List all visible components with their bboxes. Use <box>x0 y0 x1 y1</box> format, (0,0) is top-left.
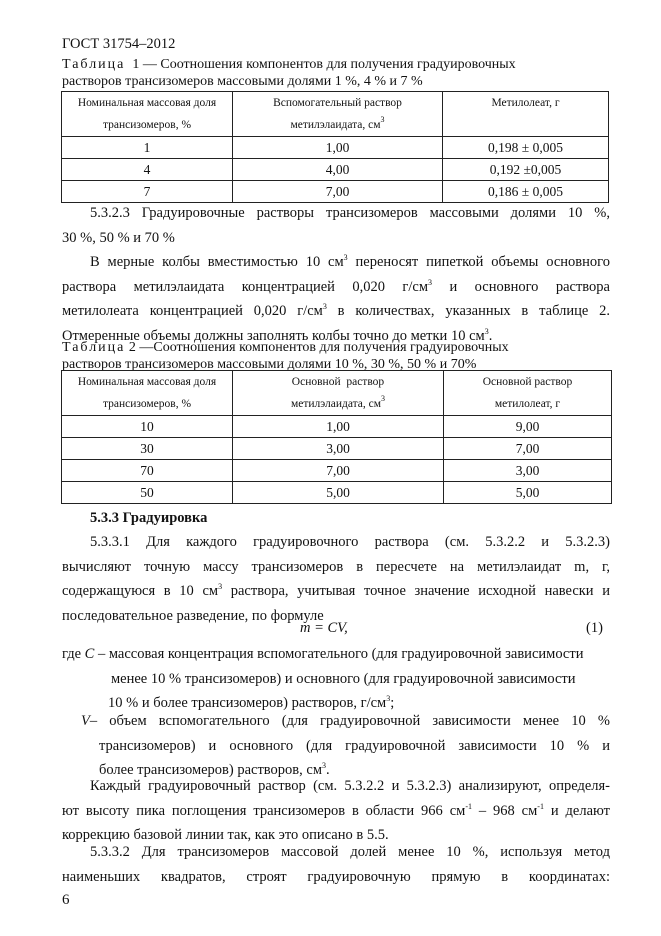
table-cell: 3,00 <box>233 438 444 460</box>
text-line: метилолеата концентрацией 0,020 $г/см^3$ в количествах, указанных в таблице 2. <box>62 302 610 319</box>
table-cell: 0,186 ± 0,005 <box>443 181 609 203</box>
table1-col-header: Вспомогательный раствор метилэлаидата, $см^3$ <box>233 92 443 137</box>
paragraph-5-3-3-1 <box>62 530 610 628</box>
table-row <box>62 159 609 181</box>
table-cell: 10 <box>62 416 233 438</box>
text-line: 10 % и более трансизомеров) растворов, $г/см^3$; <box>108 694 395 711</box>
table2-caption <box>62 339 622 373</box>
table2-col-header: Номинальная массовая доля трансизомеров, % <box>62 371 233 416</box>
table-cell: 9,00 <box>444 416 612 438</box>
table1-col-header: Метилолеат, г <box>443 92 609 137</box>
table-row <box>62 137 609 159</box>
paragraph-5-3-2-3 <box>62 201 610 250</box>
table-cell: 7,00 <box>444 438 612 460</box>
table-cell: 0,198 ± 0,005 <box>443 137 609 159</box>
table2 <box>61 370 612 504</box>
paragraph-5-3-3-2 <box>62 840 610 889</box>
where-c <box>62 642 622 716</box>
table-cell: 1,00 <box>233 137 443 159</box>
text-line: содержащуюся в 10 $см^3$ раствора, учитывая точное значение исходной навески и <box>62 582 610 599</box>
table-cell: 30 <box>62 438 233 460</box>
table1-header-row <box>62 92 609 137</box>
table-row <box>62 482 612 504</box>
where-v <box>81 709 610 783</box>
table2-caption-line1: —Соотношения компонентов для получения градуировочных <box>135 340 509 355</box>
text-line: трансизомеров) и основного (для градуировочной зависимости 10 % и <box>99 737 610 754</box>
text-line: раствора метилэлаидата концентрацией 0,020 $г/см^3$ и основного раствора <box>62 277 610 295</box>
text-line: 30 %, 50 % и 70 % <box>62 229 175 246</box>
page-number: 6 <box>62 892 70 908</box>
table-cell: 0,192 ±0,005 <box>443 159 609 181</box>
text-line: где C – массовая концентрация вспомогательного (для градуировочной зависимости <box>62 646 584 662</box>
table-cell: 4 <box>62 159 233 181</box>
table2-label: Таблица <box>62 340 126 355</box>
text-line: более трансизомеров) растворов, $см^3$. <box>99 761 330 778</box>
text-line: менее 10 % трансизомеров) и основного (для градуировочной зависимости <box>111 670 576 687</box>
table-cell: 1,00 <box>233 416 444 438</box>
table2-header-row <box>62 371 612 416</box>
table1-caption-line1: — Соотношения компонентов для получения градуировочных <box>139 57 516 72</box>
text-line: 5.3.2.3 Градуировочные растворы трансизомеров массовыми долями 10 %, <box>90 205 610 221</box>
table-row <box>62 438 612 460</box>
text-line: наименьших квадратов, строят градуировочную прямую в координатах: <box>62 868 610 885</box>
table-cell: 7,00 <box>233 181 443 203</box>
text-line: вычисляют точную массу трансизомеров в пересчете на метилэлаидат m, г, <box>62 558 610 575</box>
table2-caption-line2: растворов трансизомеров массовыми долями 10 %, 30 %, 50 % и 70% <box>62 357 477 372</box>
table-cell: 70 <box>62 460 233 482</box>
table2-col-header: Основной раствор метилэлаидата, $см^3$ <box>233 371 444 416</box>
section-title: 5.3.3 Градуировка <box>90 510 208 526</box>
table1-col-header: Номинальная массовая доля трансизомеров, % <box>62 92 233 137</box>
table-cell: 1 <box>62 137 233 159</box>
text-line: последовательное разведение, по формуле <box>62 607 324 624</box>
table1-caption-line2: растворов трансизомеров массовыми долями 1 %, 4 % и 7 % <box>62 74 423 89</box>
table1-caption <box>62 56 622 90</box>
text-line: Каждый градуировочный раствор (см. 5.3.2.2 и 5.3.2.3) анализируют, определя- <box>90 778 610 794</box>
table1 <box>61 91 609 203</box>
paragraph-analyze <box>62 774 610 848</box>
table1-label: Таблица <box>62 57 126 72</box>
table-cell: 7,00 <box>233 460 444 482</box>
document-code: ГОСТ 31754–2012 <box>62 36 176 52</box>
table-cell: 7 <box>62 181 233 203</box>
table-cell: 50 <box>62 482 233 504</box>
table-cell: 4,00 <box>233 159 443 181</box>
table-cell: 5,00 <box>233 482 444 504</box>
text-line: коррекцию базовой линии так, как это описано в 5.5. <box>62 827 389 843</box>
table-row <box>62 460 612 482</box>
table-cell: 3,00 <box>444 460 612 482</box>
paragraph-flasks <box>62 250 610 348</box>
table-cell: 5,00 <box>444 482 612 504</box>
text-line: V– объем вспомогательного (для градуировочной зависимости менее 10 % <box>81 713 610 729</box>
text-line: Отмеренные объемы должны заполнять колбы точно до метки 10 $см^3$. <box>62 326 493 344</box>
formula: m = CV, <box>300 620 348 636</box>
formula-number: (1) <box>586 620 603 636</box>
table-row <box>62 416 612 438</box>
table2-number: 2 <box>128 340 136 355</box>
text-line: В мерные колбы вместимостью 10 $см^3$ переносят пипеткой объемы основного <box>90 253 610 270</box>
text-line: ют высоту пика поглощения трансизомеров в области 966 $см^{-1} - 968$ $см^{-1}$ и делают <box>62 801 610 819</box>
table-row <box>62 181 609 203</box>
table2-col-header: Основной раствор метилолеат, г <box>444 371 612 416</box>
table1-number: 1 <box>132 57 140 72</box>
text-line: 5.3.3.2 Для трансизомеров массовой долей менее 10 %, используя метод <box>90 844 610 860</box>
text-line: 5.3.3.1 Для каждого градуировочного раствора (см. 5.3.2.2 и 5.3.2.3) <box>90 534 610 550</box>
